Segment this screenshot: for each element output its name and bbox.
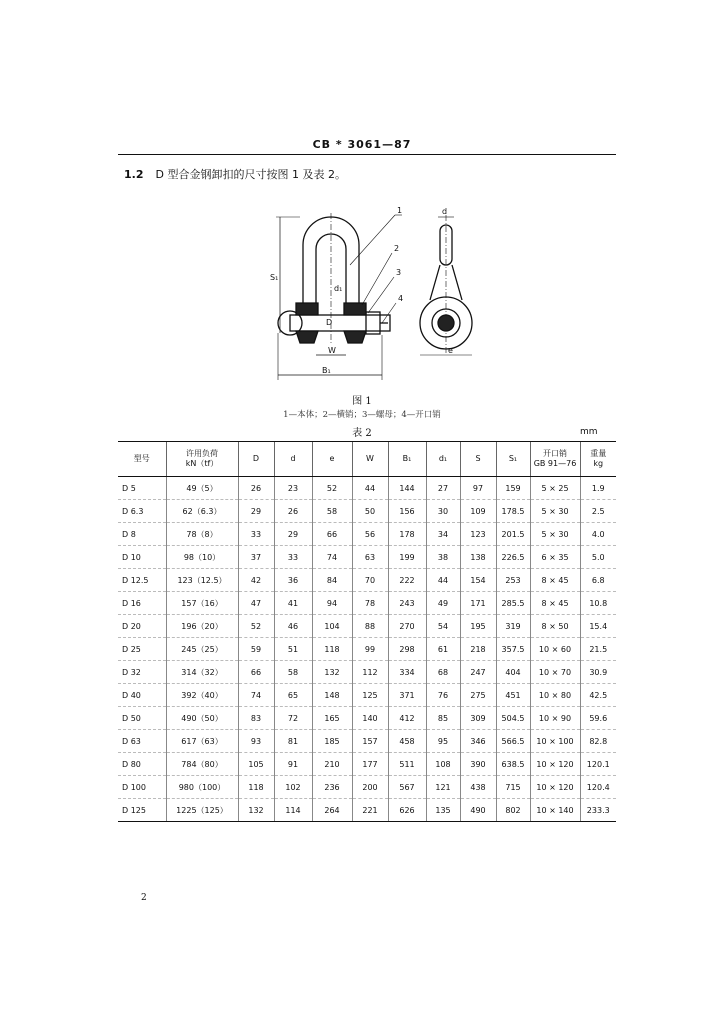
column-header bbox=[166, 442, 238, 477]
table-row bbox=[118, 799, 616, 822]
table-cell: 138 bbox=[460, 546, 496, 569]
table-cell: D 10 bbox=[118, 546, 166, 569]
table-cell: 47 bbox=[238, 592, 274, 615]
column-header-text: W bbox=[366, 454, 374, 463]
table-cell: 371 bbox=[388, 684, 426, 707]
table-cell: 78 bbox=[352, 592, 388, 615]
table-cell: 44 bbox=[426, 569, 460, 592]
table-cell: 458 bbox=[388, 730, 426, 753]
table-cell: 8 × 45 bbox=[530, 569, 580, 592]
table-row bbox=[118, 523, 616, 546]
label-w: W bbox=[328, 346, 336, 355]
label-s1: S₁ bbox=[270, 273, 279, 282]
table-cell: 58 bbox=[312, 500, 352, 523]
table-cell: 41 bbox=[274, 592, 312, 615]
table-cell: 29 bbox=[238, 500, 274, 523]
column-header bbox=[274, 442, 312, 477]
table-cell: D 12.5 bbox=[118, 569, 166, 592]
table-cell: 195 bbox=[460, 615, 496, 638]
table-cell: D 32 bbox=[118, 661, 166, 684]
table-cell: 165 bbox=[312, 707, 352, 730]
table-cell: 125 bbox=[352, 684, 388, 707]
table-cell: 26 bbox=[238, 477, 274, 500]
table-cell: 715 bbox=[496, 776, 530, 799]
table-row bbox=[118, 684, 616, 707]
table-cell: 37 bbox=[238, 546, 274, 569]
figure-caption: 图 1 bbox=[352, 396, 372, 407]
table-cell: 68 bbox=[426, 661, 460, 684]
table-cell: 157 bbox=[352, 730, 388, 753]
table-cell: D 40 bbox=[118, 684, 166, 707]
table-cell: 157（16） bbox=[166, 592, 238, 615]
table-cell: 357.5 bbox=[496, 638, 530, 661]
figure-legend: 1—本体；2—横销；3—螺母；4—开口销 bbox=[283, 410, 441, 420]
table-cell: 135 bbox=[426, 799, 460, 822]
table-cell: 50 bbox=[352, 500, 388, 523]
table-cell: 980（100） bbox=[166, 776, 238, 799]
callout-4: 4 bbox=[398, 294, 404, 303]
table-cell: 221 bbox=[352, 799, 388, 822]
column-header-text: kN（tf） bbox=[185, 459, 219, 468]
table-cell: D 125 bbox=[118, 799, 166, 822]
table-cell: 81 bbox=[274, 730, 312, 753]
table-title: 表 2 bbox=[352, 428, 372, 439]
table-cell: D 6.3 bbox=[118, 500, 166, 523]
table-cell: 97 bbox=[460, 477, 496, 500]
table-row bbox=[118, 615, 616, 638]
table-row bbox=[118, 730, 616, 753]
table-cell: 490（50） bbox=[166, 707, 238, 730]
table-cell: 156 bbox=[388, 500, 426, 523]
column-header-text: S bbox=[475, 454, 481, 463]
table-cell: 74 bbox=[312, 546, 352, 569]
table-header-row bbox=[118, 442, 616, 477]
table-cell: 5.0 bbox=[580, 546, 616, 569]
page-number: 2 bbox=[141, 893, 147, 903]
table-cell: 392（40） bbox=[166, 684, 238, 707]
table-cell: D 20 bbox=[118, 615, 166, 638]
table-cell: 199 bbox=[388, 546, 426, 569]
table-cell: 490 bbox=[460, 799, 496, 822]
table-cell: 98（10） bbox=[166, 546, 238, 569]
table-row bbox=[118, 546, 616, 569]
table-cell: 4.0 bbox=[580, 523, 616, 546]
table-cell: 59 bbox=[238, 638, 274, 661]
column-header-text: 许用负荷 bbox=[186, 449, 218, 458]
column-header bbox=[238, 442, 274, 477]
table-cell: 51 bbox=[274, 638, 312, 661]
header-rule bbox=[118, 154, 616, 155]
callout-3: 3 bbox=[396, 268, 402, 277]
table-cell: 102 bbox=[274, 776, 312, 799]
column-header bbox=[580, 442, 616, 477]
table-cell: 10 × 120 bbox=[530, 753, 580, 776]
table-cell: 226.5 bbox=[496, 546, 530, 569]
table-cell: 511 bbox=[388, 753, 426, 776]
table-cell: 10 × 90 bbox=[530, 707, 580, 730]
table-cell: 132 bbox=[238, 799, 274, 822]
table-cell: 185 bbox=[312, 730, 352, 753]
table-cell: 118 bbox=[238, 776, 274, 799]
table-cell: 638.5 bbox=[496, 753, 530, 776]
table-body bbox=[118, 477, 616, 822]
table-cell: 159 bbox=[496, 477, 530, 500]
table-row bbox=[118, 569, 616, 592]
column-header-text: 重量 bbox=[590, 449, 607, 458]
column-header bbox=[426, 442, 460, 477]
table-cell: 121 bbox=[426, 776, 460, 799]
table-cell: 253 bbox=[496, 569, 530, 592]
table-cell: 438 bbox=[460, 776, 496, 799]
table-cell: 33 bbox=[238, 523, 274, 546]
table-cell: 236 bbox=[312, 776, 352, 799]
section-text: D 型合金钢卸扣的尺寸按图 1 及表 2。 bbox=[155, 168, 346, 181]
table-cell: 105 bbox=[238, 753, 274, 776]
callout-2: 2 bbox=[394, 244, 400, 253]
table-cell: 8 × 50 bbox=[530, 615, 580, 638]
table-cell: 10 × 100 bbox=[530, 730, 580, 753]
table-cell: 140 bbox=[352, 707, 388, 730]
column-header-text: d₁ bbox=[438, 454, 448, 463]
table-cell: 49 bbox=[426, 592, 460, 615]
table-cell: 247 bbox=[460, 661, 496, 684]
table-cell: 10.8 bbox=[580, 592, 616, 615]
table-cell: 270 bbox=[388, 615, 426, 638]
table-cell: 346 bbox=[460, 730, 496, 753]
table-cell: 62（6.3） bbox=[166, 500, 238, 523]
table-cell: 42.5 bbox=[580, 684, 616, 707]
table-cell: 74 bbox=[238, 684, 274, 707]
label-e: e bbox=[448, 346, 453, 355]
table-cell: 275 bbox=[460, 684, 496, 707]
table-cell: 46 bbox=[274, 615, 312, 638]
table-cell: 94 bbox=[312, 592, 352, 615]
table-cell: 56 bbox=[352, 523, 388, 546]
table-cell: 34 bbox=[426, 523, 460, 546]
table-cell: 144 bbox=[388, 477, 426, 500]
table-cell: 6 × 35 bbox=[530, 546, 580, 569]
column-header-text: S₁ bbox=[508, 454, 518, 463]
table-cell: 49（5） bbox=[166, 477, 238, 500]
table-cell: 42 bbox=[238, 569, 274, 592]
column-header bbox=[388, 442, 426, 477]
table-cell: 66 bbox=[312, 523, 352, 546]
table-cell: 38 bbox=[426, 546, 460, 569]
table-cell: 222 bbox=[388, 569, 426, 592]
column-header bbox=[312, 442, 352, 477]
table-cell: 1225（125） bbox=[166, 799, 238, 822]
table-cell: 91 bbox=[274, 753, 312, 776]
table-cell: 52 bbox=[312, 477, 352, 500]
table-cell: 404 bbox=[496, 661, 530, 684]
table-cell: D 63 bbox=[118, 730, 166, 753]
column-header bbox=[460, 442, 496, 477]
standard-number: CB * 3061—87 bbox=[312, 138, 412, 151]
table-cell: 412 bbox=[388, 707, 426, 730]
table-cell: 15.4 bbox=[580, 615, 616, 638]
table-cell: 233.3 bbox=[580, 799, 616, 822]
table-cell: 65 bbox=[274, 684, 312, 707]
table-cell: 178.5 bbox=[496, 500, 530, 523]
table-cell: 109 bbox=[460, 500, 496, 523]
table-row bbox=[118, 661, 616, 684]
table-cell: 298 bbox=[388, 638, 426, 661]
label-b1: B₁ bbox=[322, 366, 331, 375]
table-cell: 285.5 bbox=[496, 592, 530, 615]
column-header-text: 开口销 bbox=[543, 449, 567, 458]
table-cell: D 25 bbox=[118, 638, 166, 661]
table-cell: 334 bbox=[388, 661, 426, 684]
table-cell: 132 bbox=[312, 661, 352, 684]
table-cell: 99 bbox=[352, 638, 388, 661]
table-cell: D 80 bbox=[118, 753, 166, 776]
table-cell: 10 × 140 bbox=[530, 799, 580, 822]
table-cell: 8 × 45 bbox=[530, 592, 580, 615]
table-cell: 72 bbox=[274, 707, 312, 730]
table-cell: 566.5 bbox=[496, 730, 530, 753]
column-header bbox=[352, 442, 388, 477]
table-cell: 5 × 25 bbox=[530, 477, 580, 500]
table-row bbox=[118, 592, 616, 615]
table-cell: 59.6 bbox=[580, 707, 616, 730]
table-cell: 63 bbox=[352, 546, 388, 569]
table-cell: 44 bbox=[352, 477, 388, 500]
column-header-text: B₁ bbox=[402, 454, 412, 463]
table-cell: 30.9 bbox=[580, 661, 616, 684]
label-d-pin: D bbox=[326, 318, 333, 327]
table-cell: 10 × 120 bbox=[530, 776, 580, 799]
table-cell: 36 bbox=[274, 569, 312, 592]
table-cell: 58 bbox=[274, 661, 312, 684]
table-row bbox=[118, 638, 616, 661]
table-cell: 23 bbox=[274, 477, 312, 500]
table-unit: mm bbox=[580, 427, 598, 437]
table-cell: 29 bbox=[274, 523, 312, 546]
table-cell: 200 bbox=[352, 776, 388, 799]
table-cell: 52 bbox=[238, 615, 274, 638]
table-cell: 118 bbox=[312, 638, 352, 661]
table-cell: 5 × 30 bbox=[530, 523, 580, 546]
table-cell: 218 bbox=[460, 638, 496, 661]
table-cell: 154 bbox=[460, 569, 496, 592]
table-cell: 26 bbox=[274, 500, 312, 523]
table-cell: 33 bbox=[274, 546, 312, 569]
table-row bbox=[118, 753, 616, 776]
table-cell: 83 bbox=[238, 707, 274, 730]
table-cell: 319 bbox=[496, 615, 530, 638]
table-row bbox=[118, 707, 616, 730]
table-cell: 390 bbox=[460, 753, 496, 776]
column-header-text: 型号 bbox=[133, 454, 150, 463]
table-cell: 27 bbox=[426, 477, 460, 500]
table-cell: 120.4 bbox=[580, 776, 616, 799]
table-cell: 108 bbox=[426, 753, 460, 776]
column-header-text: kg bbox=[593, 459, 604, 468]
column-header-text: d bbox=[290, 454, 296, 463]
column-header-text: e bbox=[329, 454, 335, 463]
table-cell: 171 bbox=[460, 592, 496, 615]
dimension-table bbox=[118, 441, 616, 822]
label-d: d bbox=[442, 207, 448, 216]
table-cell: 76 bbox=[426, 684, 460, 707]
table-cell: 245（25） bbox=[166, 638, 238, 661]
table-cell: 112 bbox=[352, 661, 388, 684]
table-cell: 70 bbox=[352, 569, 388, 592]
section-heading bbox=[124, 166, 346, 182]
table-cell: 148 bbox=[312, 684, 352, 707]
table-cell: 88 bbox=[352, 615, 388, 638]
column-header-text: GB 91—76 bbox=[533, 459, 577, 468]
column-header bbox=[118, 442, 166, 477]
table-cell: 10 × 60 bbox=[530, 638, 580, 661]
table-cell: 61 bbox=[426, 638, 460, 661]
table-cell: 201.5 bbox=[496, 523, 530, 546]
table-cell: 123（12.5） bbox=[166, 569, 238, 592]
table-cell: 617（63） bbox=[166, 730, 238, 753]
table-cell: 451 bbox=[496, 684, 530, 707]
table-cell: 66 bbox=[238, 661, 274, 684]
table-cell: 114 bbox=[274, 799, 312, 822]
table-cell: D 5 bbox=[118, 477, 166, 500]
table-row bbox=[118, 500, 616, 523]
table-cell: D 8 bbox=[118, 523, 166, 546]
table-cell: 54 bbox=[426, 615, 460, 638]
table-cell: 504.5 bbox=[496, 707, 530, 730]
label-d1: d₁ bbox=[334, 284, 343, 293]
table-cell: 309 bbox=[460, 707, 496, 730]
table-cell: 802 bbox=[496, 799, 530, 822]
table-cell: 123 bbox=[460, 523, 496, 546]
table-cell: 314（32） bbox=[166, 661, 238, 684]
table-cell: 120.1 bbox=[580, 753, 616, 776]
table-cell: 567 bbox=[388, 776, 426, 799]
table-cell: D 100 bbox=[118, 776, 166, 799]
table-cell: 177 bbox=[352, 753, 388, 776]
callout-1: 1 bbox=[397, 206, 403, 215]
table-cell: 5 × 30 bbox=[530, 500, 580, 523]
table-cell: 78（8） bbox=[166, 523, 238, 546]
table-cell: 243 bbox=[388, 592, 426, 615]
column-header bbox=[530, 442, 580, 477]
column-header bbox=[496, 442, 530, 477]
table-cell: 10 × 80 bbox=[530, 684, 580, 707]
table-cell: 264 bbox=[312, 799, 352, 822]
table-cell: 210 bbox=[312, 753, 352, 776]
section-number: 1.2 bbox=[124, 168, 144, 181]
table-row bbox=[118, 776, 616, 799]
table-cell: 6.8 bbox=[580, 569, 616, 592]
table-cell: 178 bbox=[388, 523, 426, 546]
table-row bbox=[118, 477, 616, 500]
table-cell: 82.8 bbox=[580, 730, 616, 753]
table-cell: 10 × 70 bbox=[530, 661, 580, 684]
table-cell: 196（20） bbox=[166, 615, 238, 638]
table-cell: D 16 bbox=[118, 592, 166, 615]
table-cell: 21.5 bbox=[580, 638, 616, 661]
table-cell: 84 bbox=[312, 569, 352, 592]
table-cell: 93 bbox=[238, 730, 274, 753]
shackle-drawing bbox=[270, 205, 500, 385]
table-cell: D 50 bbox=[118, 707, 166, 730]
table-cell: 784（80） bbox=[166, 753, 238, 776]
table-cell: 626 bbox=[388, 799, 426, 822]
table-cell: 85 bbox=[426, 707, 460, 730]
table-cell: 30 bbox=[426, 500, 460, 523]
table-cell: 2.5 bbox=[580, 500, 616, 523]
table-cell: 104 bbox=[312, 615, 352, 638]
column-header-text: D bbox=[252, 454, 260, 463]
table-cell: 95 bbox=[426, 730, 460, 753]
table-cell: 1.9 bbox=[580, 477, 616, 500]
